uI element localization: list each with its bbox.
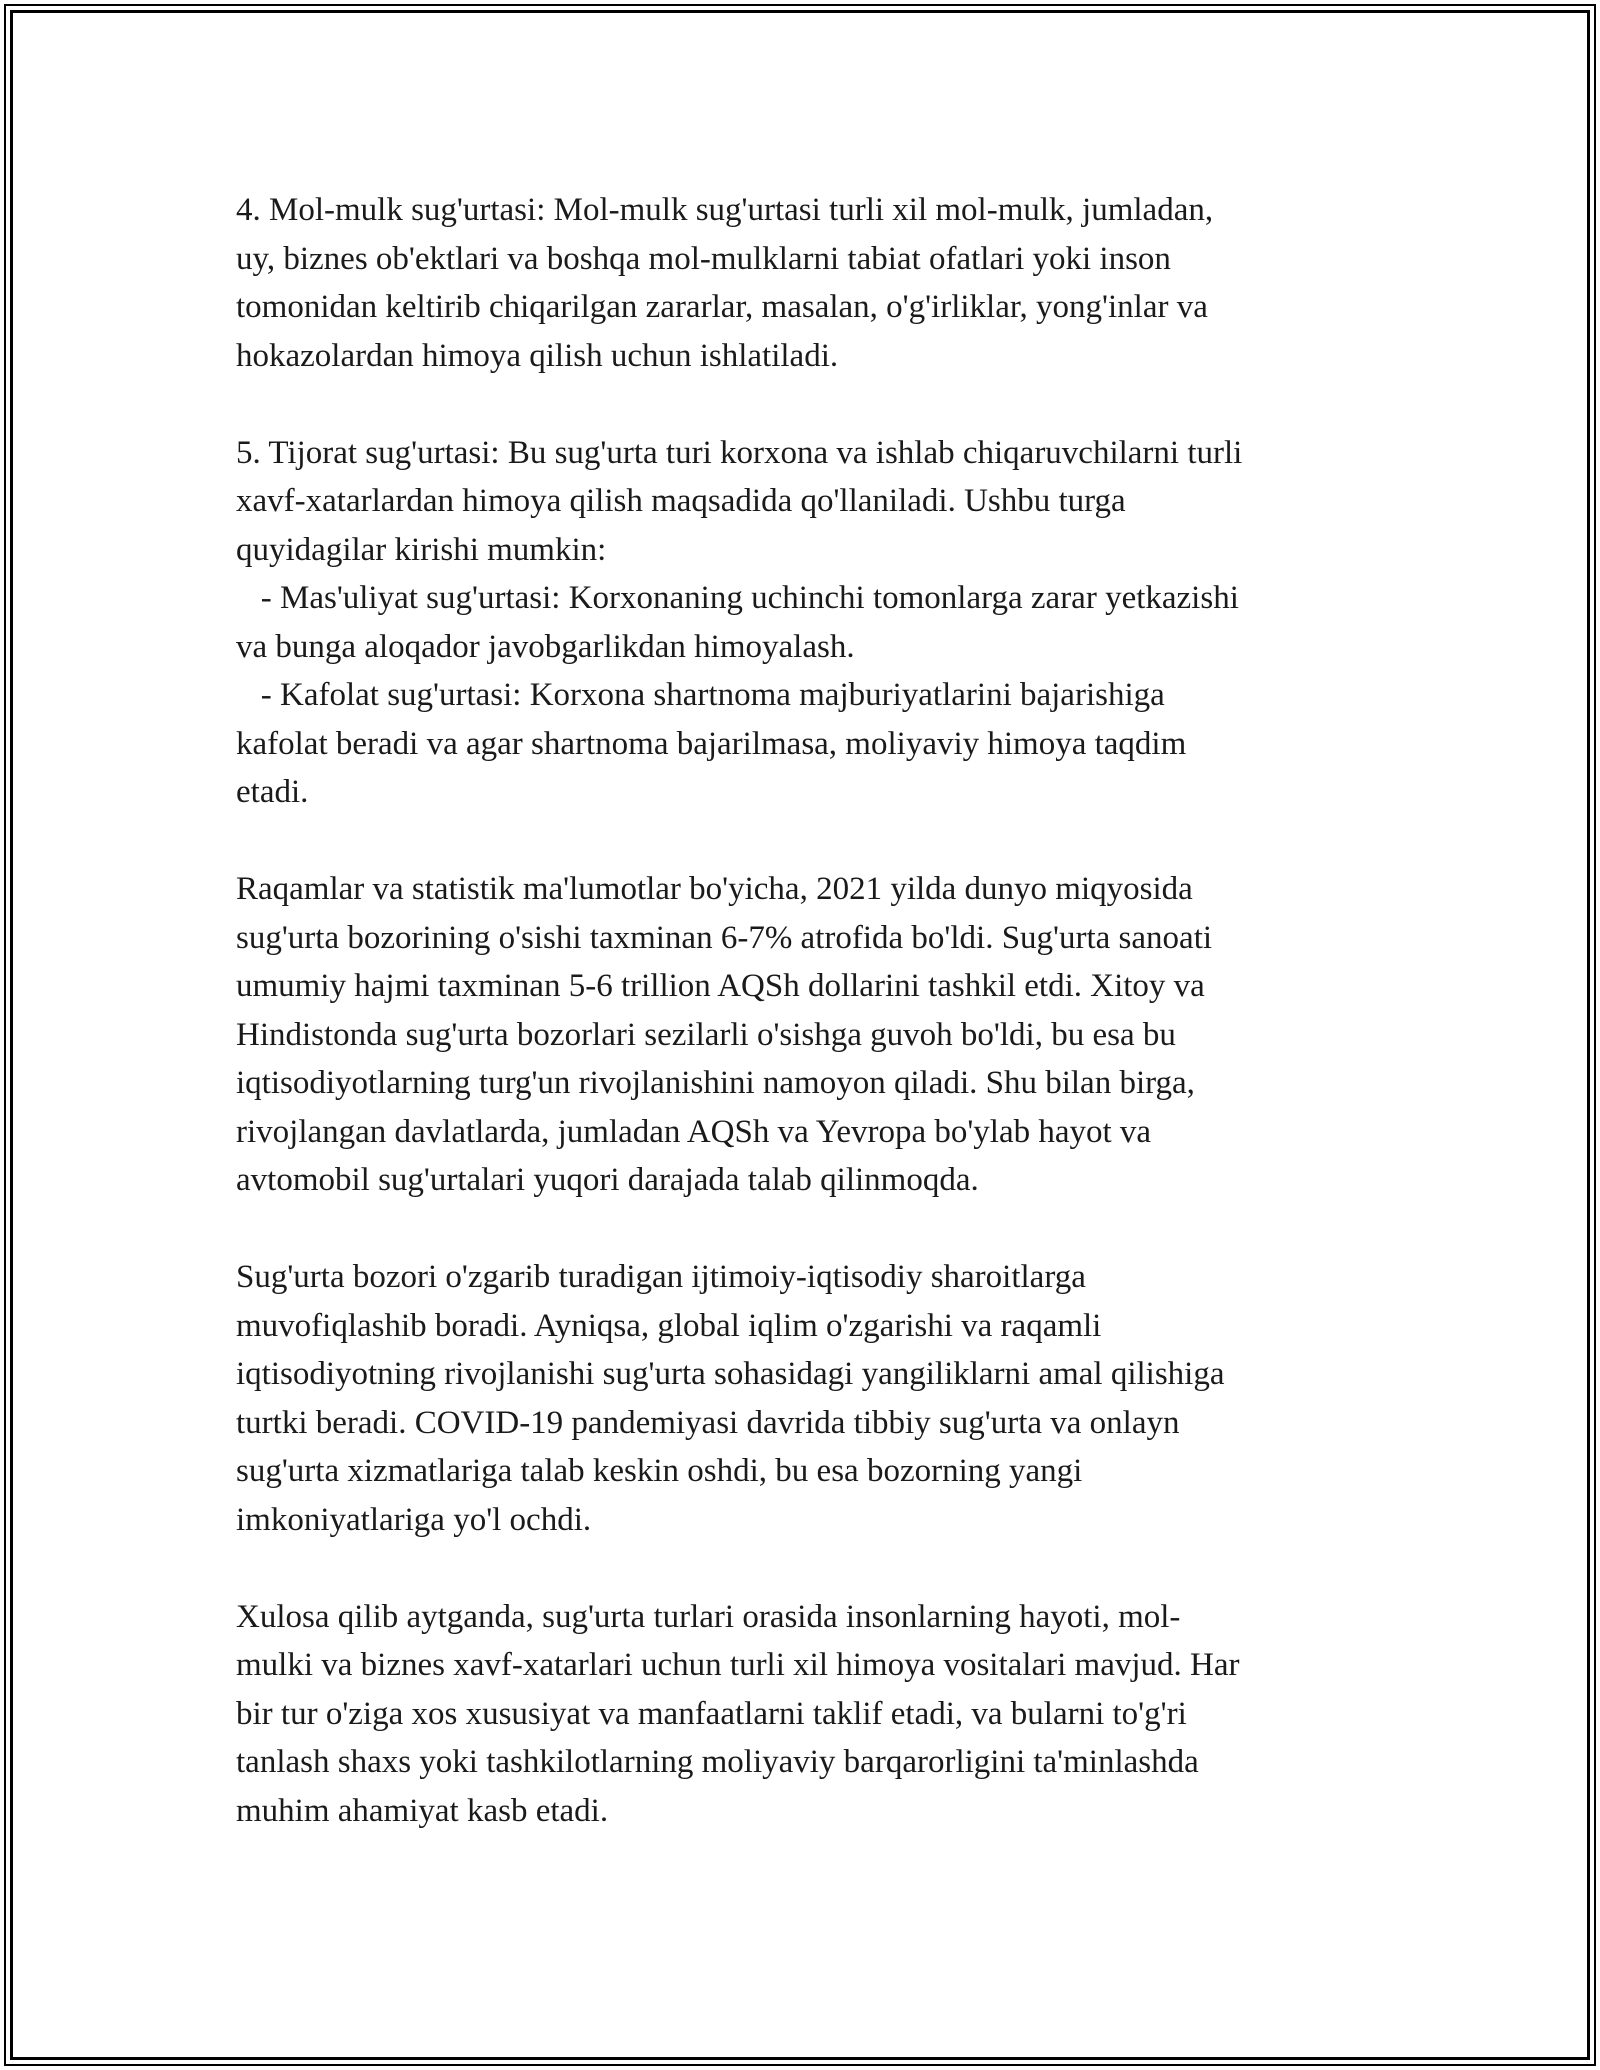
paragraph-property-insurance: [236, 186, 1366, 380]
text-line: muhim ahamiyat kasb etadi.: [236, 1792, 609, 1829]
text-line: - Mas'uliyat sug'urtasi: Korxonaning uchinchi tomonlarga zarar yetkazishi: [236, 580, 1239, 616]
paragraph-commercial-insurance: [236, 429, 1366, 817]
text-line: Xulosa qilib aytganda, sug'urta turlari orasida insonlarning hayoti, mol-: [236, 1598, 1181, 1635]
text-line: Hindistonda sug'urta bozorlari sezilarli o'sishga guvoh bo'ldi, bu esa bu: [236, 1016, 1176, 1053]
text-line: quyidagilar kirishi mumkin:: [236, 531, 607, 568]
text-line: sug'urta bozorining o'sishi taxminan 6-7% atrofida bo'ldi. Sug'urta sanoati: [236, 919, 1213, 956]
text-line: muvofiqlashib boradi. Ayniqsa, global iqlim o'zgarishi va raqamli: [236, 1307, 1102, 1344]
text-line: etadi.: [236, 774, 309, 810]
text-line: sug'urta xizmatlariga talab keskin oshdi, bu esa bozorning yangi: [236, 1453, 1083, 1489]
text-line: umumiy hajmi taxminan 5-6 trillion AQSh dollarini tashkil etdi. Xitoy va: [236, 968, 1205, 1004]
text-line: bir tur o'ziga xos xususiyat va manfaatlarni taklif etadi, va bularni to'g'ri: [236, 1695, 1187, 1732]
paragraph-statistics: [236, 865, 1366, 1205]
text-line: 5. Tijorat sug'urtasi: Bu sug'urta turi korxona va ishlab chiqaruvchilarni turli: [236, 434, 1243, 471]
text-line: mulki va biznes xavf-xatarlari uchun turli xil himoya vositalari mavjud. Har: [236, 1647, 1240, 1683]
text-line: iqtisodiyotlarning turg'un rivojlanishini namoyon qiladi. Shu bilan birga,: [236, 1065, 1195, 1101]
document-body: [236, 186, 1366, 1884]
text-line: xavf-xatarlardan himoya qilish maqsadida qo'llaniladi. Ushbu turga: [236, 483, 1126, 519]
text-line: Sug'urta bozori o'zgarib turadigan ijtimoiy-iqtisodiy sharoitlarga: [236, 1259, 1086, 1295]
text-line: - Kafolat sug'urtasi: Korxona shartnoma majburiyatlarini bajarishiga: [236, 677, 1165, 713]
text-line: va bunga aloqador javobgarlikdan himoyalash.: [236, 628, 855, 665]
text-line: tomonidan keltirib chiqarilgan zararlar, masalan, o'g'irliklar, yong'inlar va: [236, 289, 1208, 325]
text-line: imkoniyatlariga yo'l ochdi.: [236, 1501, 592, 1538]
text-line: 4. Mol-mulk sug'urtasi: Mol-mulk sug'urtasi turli xil mol-mulk, jumladan,: [236, 192, 1214, 228]
paragraph-conclusion: [236, 1593, 1366, 1836]
text-line: Raqamlar va statistik ma'lumotlar bo'yicha, 2021 yilda dunyo miqyosida: [236, 871, 1193, 907]
text-line: kafolat beradi va agar shartnoma bajarilmasa, moliyaviy himoya taqdim: [236, 725, 1187, 762]
text-line: avtomobil sug'urtalari yuqori darajada talab qilinmoqda.: [236, 1162, 979, 1198]
text-line: uy, biznes ob'ektlari va boshqa mol-mulklarni tabiat ofatlari yoki inson: [236, 240, 1171, 277]
text-line: hokazolardan himoya qilish uchun ishlatiladi.: [236, 337, 839, 374]
text-line: rivojlangan davlatlarda, jumladan AQSh va Yevropa bo'ylab hayot va: [236, 1113, 1152, 1150]
text-line: iqtisodiyotning rivojlanishi sug'urta sohasidagi yangiliklarni amal qilishiga: [236, 1356, 1225, 1392]
text-line: tanlash shaxs yoki tashkilotlarning moliyaviy barqarorligini ta'minlashda: [236, 1744, 1199, 1780]
text-line: turtki beradi. COVID-19 pandemiyasi davrida tibbiy sug'urta va onlayn: [236, 1404, 1180, 1441]
paragraph-market-adaptation: [236, 1253, 1366, 1544]
